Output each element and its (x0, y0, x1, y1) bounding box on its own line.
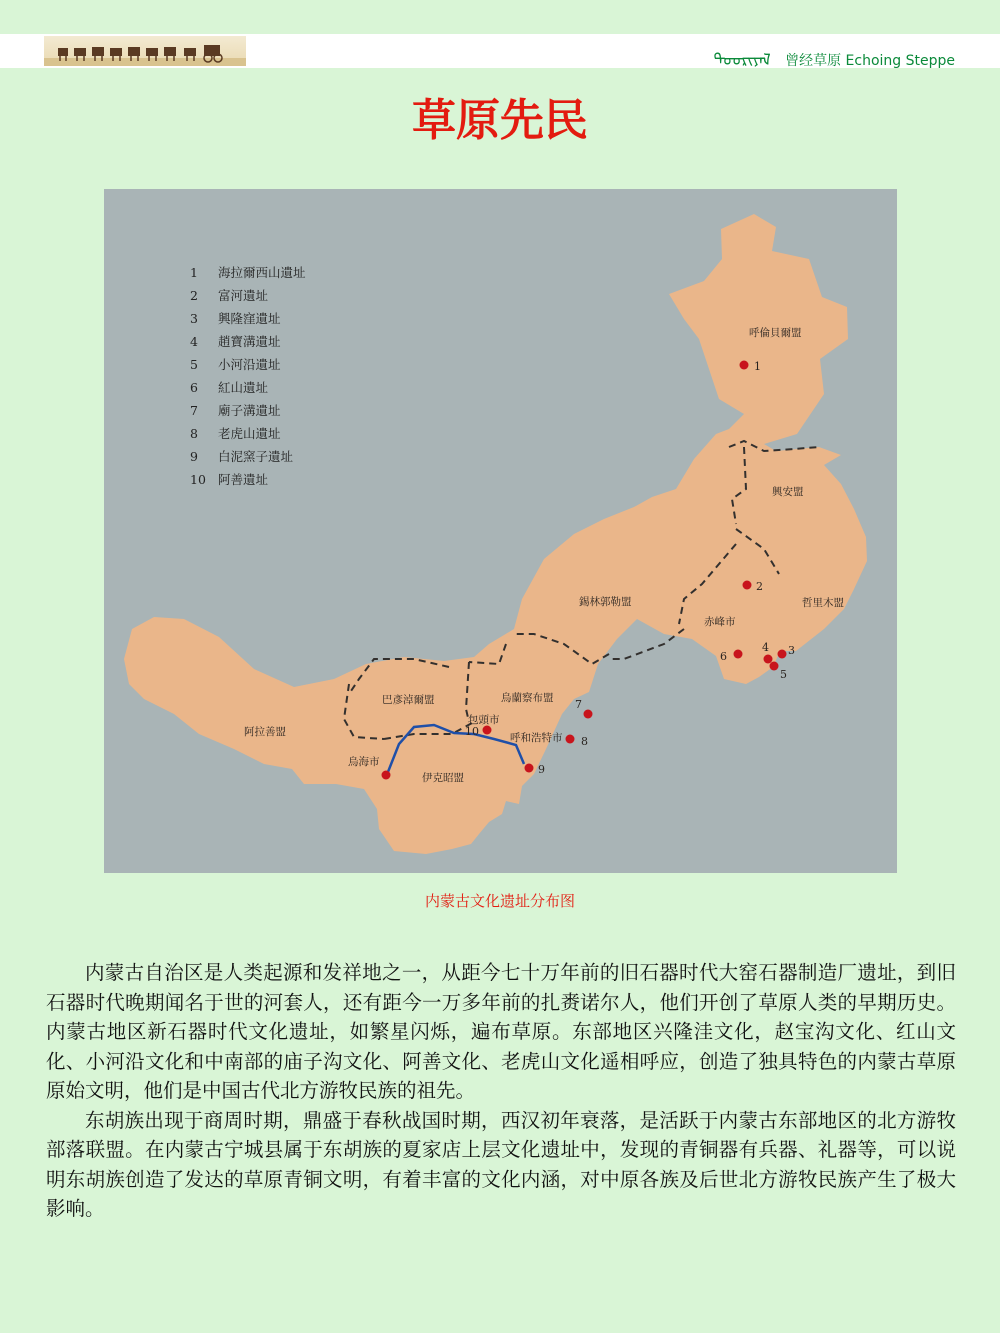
site-label-2: 2 (756, 580, 763, 593)
site-marker-2 (743, 581, 752, 590)
region-yeke-juu: 伊克昭盟 (422, 772, 464, 784)
site-label-10: 10 (465, 725, 479, 738)
legend-item: 9 白泥窯子遺址 (190, 449, 294, 464)
legend-item: 4 趙寶溝遺址 (190, 334, 281, 349)
page-title: 草原先民 (412, 95, 588, 146)
site-label-9: 9 (538, 763, 545, 776)
region-hulunbuir: 呼倫貝爾盟 (749, 327, 802, 339)
region-xilingol: 錫林郭勒盟 (579, 596, 632, 608)
brand-label (714, 42, 955, 70)
region-xingan: 興安盟 (772, 486, 804, 498)
brand-english: Echoing Steppe (845, 53, 955, 69)
site-label-4: 4 (762, 641, 769, 654)
region-bayannur: 巴彥淖爾盟 (382, 694, 435, 706)
brand-chinese: 曾经草原 (785, 53, 842, 69)
site-label-6: 6 (720, 650, 727, 663)
site-label-8: 8 (581, 735, 588, 748)
region-hohhot: 呼和浩特市 (510, 732, 563, 744)
caravan-banner-image (44, 36, 246, 66)
region-chifeng: 赤峰市 (704, 616, 736, 628)
site-marker-7 (584, 710, 593, 719)
legend-item: 5 小河沿遺址 (190, 357, 281, 372)
site-label-3: 3 (788, 644, 795, 657)
inner-mongolia-map (104, 189, 897, 873)
region-jirem: 哲里木盟 (802, 597, 844, 609)
site-marker-6 (734, 650, 743, 659)
legend-item: 8 老虎山遺址 (190, 426, 281, 441)
site-marker-9 (525, 764, 534, 773)
article-body (46, 958, 956, 1224)
paragraph-2: 东胡族出现于商周时期，鼎盛于春秋战国时期，西汉初年衰落，是活跃于内蒙古东部地区的北方游牧部落联盟。在内蒙古宁城县属于东胡族的夏家店上层文化遗址中，发现的青铜器有兵器、礼器等，可以说明东胡族创造了发达的草原青铜文明，有着丰富的文化内涵，对中原各族及后世北方游牧民族产生了极大影响。 (46, 1108, 956, 1220)
map-legend (190, 261, 306, 491)
wuhai-city-marker (382, 771, 391, 780)
region-baotou: 包頭市 (468, 714, 500, 726)
region-alxa: 阿拉善盟 (244, 726, 286, 738)
site-label-5: 5 (780, 668, 787, 681)
legend-item: 6 紅山遺址 (190, 380, 269, 395)
site-marker-4 (764, 655, 773, 664)
region-ulanqab: 烏蘭察布盟 (501, 692, 554, 704)
legend-item: 1 海拉爾西山遺址 (190, 265, 306, 280)
site-marker-1 (740, 361, 749, 370)
legend-item: 10 阿善遺址 (190, 472, 269, 487)
mongolian-script: ᠳᠤᠤᠷᠢᠶᠠᠯ (713, 50, 771, 69)
site-marker-10 (483, 726, 492, 735)
site-marker-8 (566, 735, 575, 744)
legend-item: 7 廟子溝遺址 (190, 403, 281, 418)
map-caption: 内蒙古文化遗址分布图 (424, 892, 575, 910)
site-marker-5 (770, 662, 779, 671)
site-label-7: 7 (575, 698, 582, 711)
legend-item: 3 興隆窪遺址 (190, 311, 281, 326)
site-label-1: 1 (754, 360, 761, 373)
region-wuhai: 烏海市 (348, 756, 380, 768)
legend-item: 2 富河遺址 (190, 288, 269, 303)
caravan-illustration (44, 36, 246, 66)
paragraph-1: 内蒙古自治区是人类起源和发祥地之一，从距今七十万年前的旧石器时代大窑石器制造厂遗址，到旧石器时代晚期闻名于世的河套人，还有距今一万多年前的扎赉诺尔人，他们开创了草原人类的早期历史。内蒙古地区新石器时代文化遗址，如繁星闪烁，遍布草原。东部地区兴隆洼文化，赵宝沟文化、红山文化、小河沿文化和中南部的庙子沟文化、阿善文化、老虎山文化遥相呼应，创造了独具特色的内蒙古草原原始文明，他们是中国古代北方游牧民族的祖先。 (46, 961, 956, 1102)
site-marker-3 (778, 650, 787, 659)
